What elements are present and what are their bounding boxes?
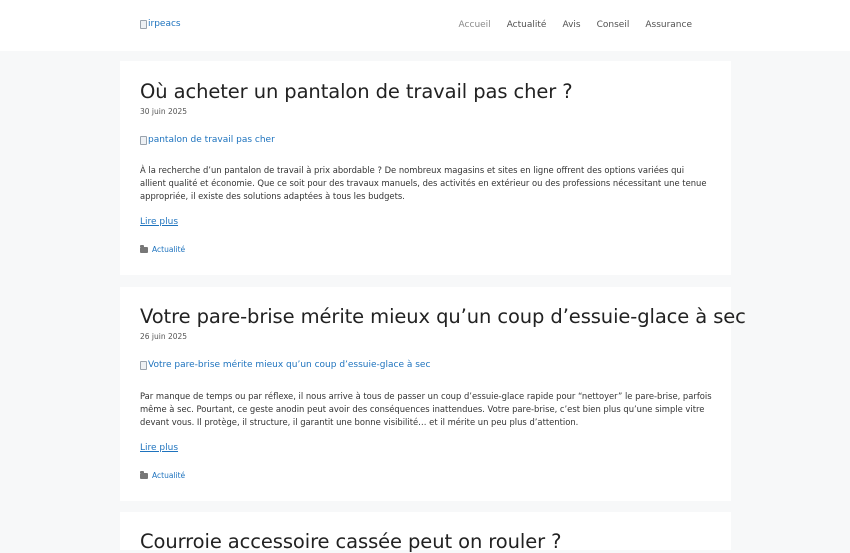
broken-image-icon <box>140 20 147 29</box>
nav-item-actualite[interactable]: Actualité <box>506 20 547 30</box>
post-category <box>140 471 185 480</box>
post-card <box>120 287 746 501</box>
post-date[interactable]: 30 juin 2025 <box>140 107 188 116</box>
post-card <box>120 512 731 553</box>
category-link[interactable]: Actualité <box>152 471 186 480</box>
site-header <box>0 0 850 51</box>
post-featured-image[interactable] <box>140 360 430 370</box>
post-featured-image[interactable] <box>140 135 275 145</box>
image-alt-text: Votre pare-brise mérite mieux qu’un coup d’essuie-glace à sec <box>148 360 431 370</box>
post-title[interactable]: Où acheter un pantalon de travail pas cher ? <box>140 80 573 103</box>
post-excerpt: Par manque de temps ou par réflexe, il nous arrive à tous de passer un coup d’essuie-glace rapide pour “nettoyer” le pare-brise, parfois même à sec. Pourtant, ce geste anodin peut avoir des conséquences inattendues. Votre pare-brise, c’est bien plus qu’une simple vitre devant vous. Il protège, il structure, il garantit une bonne visibilité… et il mérite un peu plus d’attention. <box>140 391 712 427</box>
folder-icon <box>140 473 148 479</box>
image-alt-text: pantalon de travail pas cher <box>148 135 275 145</box>
logo-alt-text: irpeacs <box>148 19 181 29</box>
broken-image-icon <box>140 361 147 370</box>
nav-item-accueil[interactable]: Accueil <box>458 20 491 30</box>
post-card <box>120 61 731 275</box>
post-title[interactable]: Courroie accessoire cassée peut on rouler ? <box>140 530 562 553</box>
post-date[interactable]: 26 juin 2025 <box>140 332 188 341</box>
read-more-link[interactable]: Lire plus <box>140 217 179 227</box>
folder-icon <box>140 247 148 253</box>
nav-item-assurance[interactable]: Assurance <box>645 20 692 30</box>
site-logo[interactable] <box>140 19 181 29</box>
read-more-link[interactable]: Lire plus <box>140 443 179 453</box>
post-category <box>140 245 185 254</box>
nav-item-conseil[interactable]: Conseil <box>596 20 630 30</box>
main-nav <box>451 20 700 31</box>
broken-image-icon <box>140 136 147 145</box>
category-link[interactable]: Actualité <box>152 245 186 254</box>
nav-item-avis[interactable]: Avis <box>562 20 581 30</box>
post-title[interactable]: Votre pare-brise mérite mieux qu’un coup d’essuie-glace à sec <box>140 305 746 328</box>
post-excerpt: À la recherche d’un pantalon de travail à prix abordable ? De nombreux magasins et sites en ligne offrent des options variées qui allient qualité et économie. Que ce soit pour des travaux manuels, des activités en extérieur ou des professions nécessitant une tenue appropriée, il existe des solutions adaptées à tous les budgets. <box>140 165 707 201</box>
